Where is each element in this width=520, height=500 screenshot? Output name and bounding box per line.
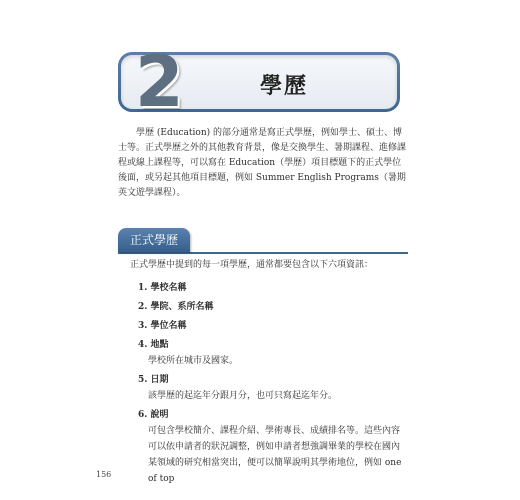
list-item-heading: 4. 地點 xyxy=(138,340,169,350)
list-item-heading: 5. 日期 xyxy=(138,375,169,385)
intro-paragraph: 學歷 (Education) 的部分通常是寫正式學歷，例如學士、碩士、博士等。正式學歷之外的其他教育背景，像是交換學生、暑期課程、進修課程或線上課程等，可以寫在 Education（學歷）項目標題下的正式學位後面，或另起其他項目標題，例如 Summer English Programs（暑期英文遊學課程）。 xyxy=(118,128,407,198)
list-item-heading: 1. 學校名稱 xyxy=(138,283,187,293)
chapter-title: 學歷 xyxy=(259,74,308,99)
list-item-heading: 6. 說明 xyxy=(138,410,169,420)
list-item xyxy=(138,318,408,334)
list-item xyxy=(138,337,408,369)
chapter-banner xyxy=(118,41,400,123)
chapter-number: 2 xyxy=(135,41,184,123)
section-header xyxy=(118,228,408,254)
section-title: 正式學歷 xyxy=(118,228,190,252)
section-lead-paragraph: 正式學歷中提到的每一項學歷，通常都要包含以下六項資訊： xyxy=(130,260,374,270)
list-item xyxy=(138,299,408,315)
list-item xyxy=(138,407,408,487)
list-item-description: 學校所在城市及國家。 xyxy=(148,356,239,366)
list-item-description: 可包含學校簡介、課程介紹、學術專長、成績排名等。這些內容可以依申請者的狀況調整，例如申請者想強調畢業的學校在國內某領域的研究相當突出，便可以簡單說明其學術地位，例如 one of top xyxy=(148,426,402,484)
page-number: 156 xyxy=(96,470,112,479)
info-list xyxy=(138,280,408,490)
chapter-banner-inner xyxy=(121,41,397,123)
list-item xyxy=(138,280,408,296)
list-item xyxy=(138,372,408,404)
list-item-heading: 2. 學院、系所名稱 xyxy=(138,302,214,312)
list-item-description: 該學歷的起迄年分跟月分，也可只寫起迄年分。 xyxy=(148,391,338,401)
list-item-heading: 3. 學位名稱 xyxy=(138,321,187,331)
